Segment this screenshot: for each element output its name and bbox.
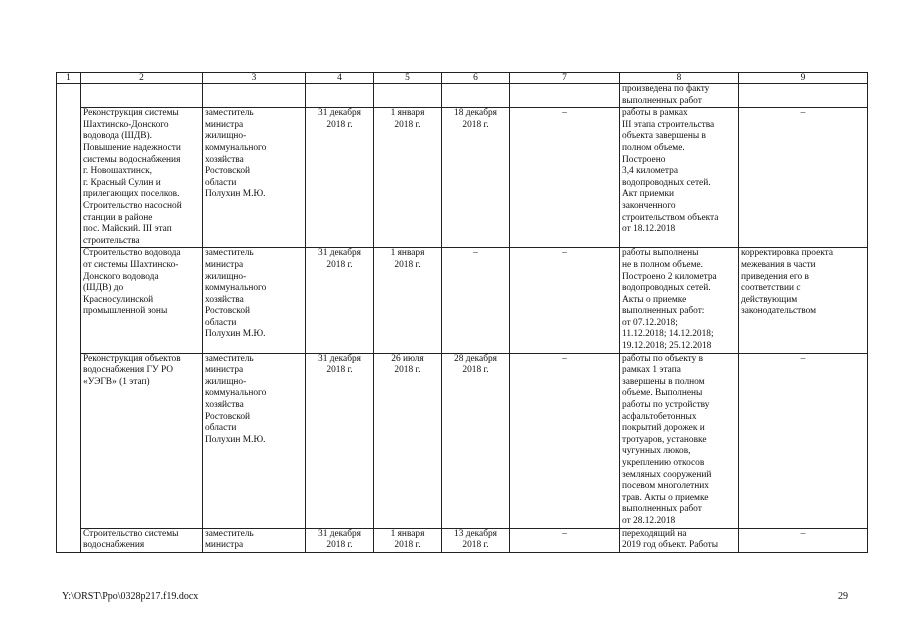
column-7-cell: – [510,528,620,552]
note-cell: – [739,528,868,552]
table-row [57,84,868,108]
start-date-cell: 1 января 2018 г. [374,248,442,353]
note-cell [739,84,868,108]
header-cell: 8 [620,73,739,84]
planned-date-cell [306,84,374,108]
end-date-cell: – [442,248,510,353]
planned-date-cell: 31 декабря 2018 г. [306,248,374,353]
header-cell: 1 [57,73,81,84]
result-cell: работы по объекту в рамках 1 этапа завершены в полном объеме. Выполнены работы по устройству асфальтобетонных покрытий дорожек и тротуаров, установке чугунных люков, укреплению откосов земляных сооружений посевом многолетних трав. Акты о приемке выполненных работ от 28.12.2018 [620,353,739,528]
end-date-cell [442,84,510,108]
header-cell: 2 [81,73,203,84]
note-cell: – [739,108,868,248]
planned-date-cell: 31 декабря 2018 г. [306,108,374,248]
column-7-cell: – [510,353,620,528]
note-cell: корректировка проекта межевания в части приведения его в соответствии с действующим законодательством [739,248,868,353]
end-date-cell: 28 декабря 2018 г. [442,353,510,528]
header-cell: 3 [203,73,306,84]
header-cell: 9 [739,73,868,84]
number-cell [57,84,81,553]
result-cell: произведена по факту выполненных работ [620,84,739,108]
object-name-cell: Реконструкция объектов водоснабжения ГУ РО «УЭГВ» (1 этап) [81,353,203,528]
column-7-cell: – [510,108,620,248]
result-cell: переходящий на 2019 год объект. Работы [620,528,739,552]
object-name-cell: Реконструкция системы Шахтинско-Донского водовода (ШДВ). Повышение надежности системы водоснабжения г. Новошахтинск, г. Красный Сулин и прилегающих поселков. Строительство насосной станции в районе пос. Майский. III этап строительства [81,108,203,248]
column-7-cell: – [510,248,620,353]
start-date-cell [374,84,442,108]
file-path-footer: Y:\ORST\Ppo\0328p217.f19.docx [62,591,199,602]
planned-date-cell: 31 декабря 2018 г. [306,528,374,552]
header-cell: 6 [442,73,510,84]
page-number: 29 [838,591,848,602]
header-row [57,73,868,84]
column-7-cell [510,84,620,108]
end-date-cell: 13 декабря 2018 г. [442,528,510,552]
header-cell: 5 [374,73,442,84]
responsible-cell: заместитель министра жилищно- коммунального хозяйства Ростовской области Полухин М.Ю. [203,108,306,248]
result-cell: работы выполнены не в полном объеме. Построено 2 километра водопроводных сетей. Акты о приемке выполненных работ: от 07.12.2018; 11.12.2018; 14.12.2018; 19.12.2018; 25.12.2018 [620,248,739,353]
end-date-cell: 18 декабря 2018 г. [442,108,510,248]
table-row [57,248,868,353]
table-row [57,108,868,248]
responsible-cell: заместитель министра жилищно- коммунального хозяйства Ростовской области Полухин М.Ю. [203,353,306,528]
header-cell: 4 [306,73,374,84]
start-date-cell: 1 января 2018 г. [374,108,442,248]
result-cell: работы в рамках III этапа строительства объекта завершены в полном объеме. Построено 3,4 километра водопроводных сетей. Акт приемки законченного строительством объекта от 18.12.2018 [620,108,739,248]
start-date-cell: 26 июля 2018 г. [374,353,442,528]
table-row [57,528,868,552]
object-name-cell: Строительство водовода от системы Шахтинско- Донского водовода (ШДВ) до Красносулинской промышленной зоны [81,248,203,353]
table-row [57,353,868,528]
note-cell: – [739,353,868,528]
responsible-cell: заместитель министра жилищно- коммунального хозяйства Ростовской области Полухин М.Ю. [203,248,306,353]
header-cell: 7 [510,73,620,84]
object-name-cell [81,84,203,108]
responsible-cell [203,84,306,108]
responsible-cell: заместитель министра [203,528,306,552]
report-table [56,72,868,553]
planned-date-cell: 31 декабря 2018 г. [306,353,374,528]
object-name-cell: Строительство системы водоснабжения [81,528,203,552]
start-date-cell: 1 января 2018 г. [374,528,442,552]
